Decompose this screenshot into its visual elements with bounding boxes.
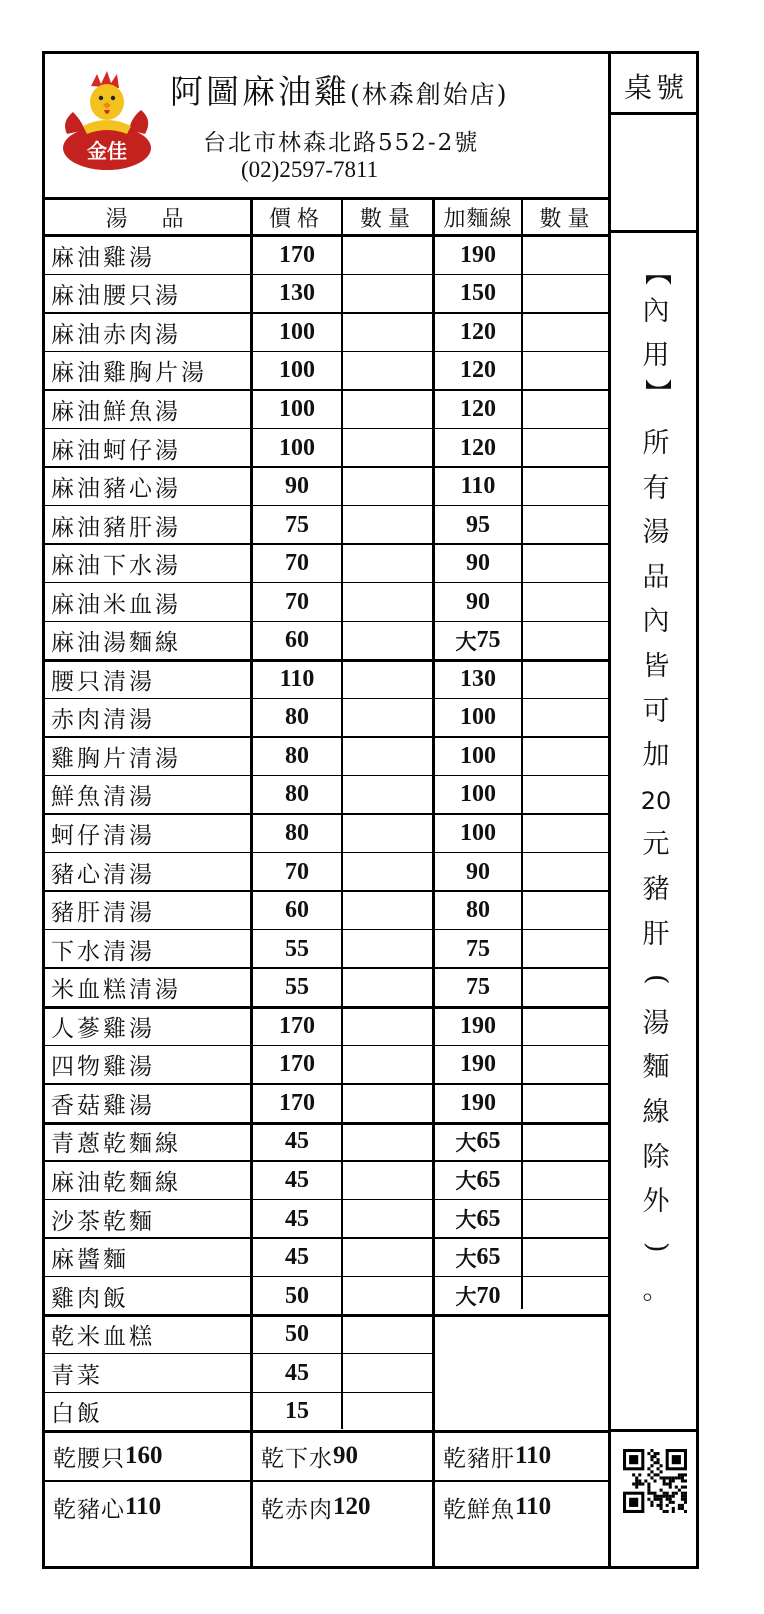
item-price: 170 (279, 1051, 315, 1078)
item-name: 乾米血糕 (51, 1324, 155, 1351)
qty-field[interactable] (344, 544, 432, 583)
noodle-qty-field[interactable] (524, 1200, 610, 1239)
noodle-qty-field[interactable] (524, 891, 610, 930)
shop-name: 阿圖麻油雞 (170, 72, 350, 111)
noodle-price: 90 (466, 858, 490, 885)
qty-field[interactable] (344, 891, 432, 930)
qty-field[interactable] (344, 506, 432, 545)
noodle-qty-field[interactable] (524, 968, 610, 1007)
noodle-qty-field[interactable] (524, 1007, 610, 1046)
item-price: 45 (285, 1205, 309, 1232)
item-name: 青菜 (51, 1362, 103, 1389)
item-price: 70 (285, 858, 309, 885)
side-char: 所 (642, 428, 670, 459)
side-char: 。 (642, 1275, 670, 1307)
noodle-price: 120 (460, 395, 496, 422)
noodle-price: 90 (466, 588, 490, 615)
dry-item (45, 1432, 231, 1480)
side-char: 湯 (642, 517, 670, 549)
item-price: 110 (279, 665, 315, 692)
noodle-price: 120 (460, 357, 496, 384)
noodle-price: 大 70 (455, 1282, 501, 1310)
item-price: 50 (285, 1282, 309, 1309)
shop-phone: (02)2597-7811 (241, 157, 379, 182)
dry-item-price: 120 (333, 1493, 371, 1520)
item-name: 麻油豬肝湯 (51, 514, 181, 541)
side-bracket-close: 】 (641, 378, 672, 406)
large-size-mark: 大 (455, 1208, 477, 1233)
dry-item-name: 乾鮮魚 (443, 1496, 515, 1523)
qr-code-icon (623, 1449, 687, 1513)
item-name: 白飯 (51, 1401, 103, 1428)
svg-text:金佳: 金佳 (87, 139, 127, 163)
qty-field[interactable] (344, 1200, 432, 1239)
dry-item-price: 110 (515, 1442, 552, 1469)
table-number-label: 桌號 (623, 71, 688, 104)
dry-item-name: 乾豬心 (53, 1496, 125, 1523)
item-price: 80 (285, 820, 309, 847)
shop-address: 台北市林森北路552-2號 (203, 130, 480, 156)
item-price: 100 (279, 318, 315, 345)
qty-field[interactable] (344, 583, 432, 622)
dry-item-price: 110 (515, 1493, 552, 1520)
item-price: 80 (285, 704, 309, 731)
qty-field[interactable] (344, 390, 432, 429)
qty-field[interactable] (344, 1007, 432, 1046)
noodle-price: 75 (466, 935, 490, 962)
noodle-qty-field[interactable] (524, 1277, 610, 1316)
side-char: 可 (642, 695, 670, 727)
rule-line (45, 1480, 611, 1482)
qty-field[interactable] (344, 236, 432, 275)
noodle-price: 80 (466, 897, 490, 924)
item-price: 60 (285, 897, 309, 924)
dry-item-price: 110 (125, 1493, 162, 1520)
item-name: 鮮魚清湯 (51, 784, 155, 811)
item-price: 60 (285, 627, 309, 654)
item-name: 四物雞湯 (51, 1054, 155, 1081)
item-name: 青蔥乾麵線 (51, 1131, 181, 1158)
item-name: 豬心清湯 (51, 861, 155, 888)
qty-field[interactable] (344, 814, 432, 853)
item-price: 170 (279, 241, 315, 268)
item-name: 麻油湯麵線 (51, 630, 181, 657)
dry-item (435, 1432, 615, 1480)
noodle-qty-field[interactable] (524, 236, 610, 275)
qty-field[interactable] (344, 699, 432, 738)
noodle-qty-field[interactable] (524, 1238, 610, 1277)
noodle-qty-field[interactable] (524, 313, 610, 352)
qty-field[interactable] (344, 737, 432, 776)
noodle-price: 75 (466, 974, 490, 1001)
noodle-qty-field[interactable] (524, 622, 610, 661)
noodle-qty-field[interactable] (524, 352, 610, 391)
dry-item-name: 乾下水 (261, 1445, 333, 1472)
qty-field[interactable] (344, 1393, 432, 1432)
item-name: 腰只清湯 (51, 668, 155, 695)
noodle-qty-field[interactable] (524, 814, 610, 853)
item-name: 人蔘雞湯 (51, 1015, 155, 1042)
item-price: 55 (285, 935, 309, 962)
header-price: 價格 (268, 206, 325, 232)
item-price: 100 (279, 434, 315, 461)
qty-field[interactable] (344, 1315, 432, 1354)
noodle-qty-field[interactable] (524, 1161, 610, 1200)
dry-item-price: 160 (125, 1442, 163, 1469)
dry-item-price: 90 (333, 1442, 358, 1469)
side-char: 20 (640, 786, 672, 815)
noodle-price: 100 (460, 820, 496, 847)
item-price: 100 (279, 395, 315, 422)
noodle-qty-field[interactable] (524, 1046, 610, 1085)
item-name: 麻油乾麵線 (51, 1169, 181, 1196)
qty-field[interactable] (344, 853, 432, 892)
item-name: 雞肉飯 (51, 1285, 129, 1312)
item-name: 沙茶乾麵 (51, 1208, 155, 1235)
noodle-price: 190 (460, 241, 496, 268)
noodle-qty-field[interactable] (524, 853, 610, 892)
large-size-mark: 大 (455, 1130, 477, 1155)
header-qty: 數量 (359, 206, 416, 232)
item-name: 赤肉清湯 (51, 707, 155, 734)
large-size-mark: 大 (455, 1285, 477, 1310)
qty-field[interactable] (344, 429, 432, 468)
side-char: 湯 (642, 1007, 670, 1039)
item-price: 70 (285, 550, 309, 577)
side-char: 麵 (642, 1052, 670, 1084)
side-char: 品 (642, 561, 670, 593)
qty-field[interactable] (344, 930, 432, 969)
large-size-mark: 大 (455, 1246, 477, 1271)
noodle-price: 110 (460, 473, 496, 500)
qty-field[interactable] (344, 968, 432, 1007)
noodle-price: 190 (460, 1012, 496, 1039)
noodle-price: 100 (460, 704, 496, 731)
logo (57, 64, 157, 174)
item-price: 15 (285, 1398, 309, 1425)
noodle-price: 150 (460, 280, 496, 307)
noodle-qty-field[interactable] (524, 776, 610, 815)
qty-field[interactable] (344, 1238, 432, 1277)
noodle-price: 大 65 (455, 1244, 501, 1271)
qty-field[interactable] (344, 776, 432, 815)
side-note-text (614, 422, 698, 1314)
item-price: 45 (285, 1128, 309, 1155)
item-name: 下水清湯 (51, 938, 155, 965)
rooster-logo-icon (57, 64, 157, 174)
side-char: 肝 (642, 918, 670, 950)
item-price: 50 (285, 1321, 309, 1348)
dry-item-name: 乾腰只 (53, 1445, 125, 1472)
item-price: 55 (285, 974, 309, 1001)
side-char: 有 (642, 472, 670, 504)
item-price: 75 (285, 511, 309, 538)
qty-field[interactable] (344, 1354, 432, 1393)
noodle-price: 100 (460, 781, 496, 808)
item-name: 麻油鮮魚湯 (51, 398, 181, 425)
noodle-qty-field[interactable] (524, 930, 610, 969)
dry-item (45, 1483, 231, 1531)
item-name: 麻油雞胸片湯 (51, 360, 207, 387)
side-char: 除 (642, 1141, 670, 1173)
noodle-qty-field[interactable] (524, 737, 610, 776)
item-price: 45 (285, 1166, 309, 1193)
qty-field[interactable] (344, 622, 432, 661)
qty-field[interactable] (344, 1046, 432, 1085)
dry-item-name: 乾豬肝 (443, 1445, 515, 1472)
noodle-price: 130 (460, 665, 496, 692)
noodle-price: 100 (460, 742, 496, 769)
shop-title (170, 66, 610, 111)
noodle-price: 120 (460, 318, 496, 345)
noodle-qty-field[interactable] (524, 660, 610, 699)
noodle-price: 190 (460, 1051, 496, 1078)
noodle-qty-field[interactable] (524, 1123, 610, 1162)
noodle-price: 95 (466, 511, 490, 538)
item-price: 45 (285, 1244, 309, 1271)
side-char: ) (641, 1241, 673, 1253)
side-char: 線 (642, 1096, 670, 1128)
noodle-qty-field[interactable] (524, 275, 610, 314)
rule-line (608, 1429, 699, 1432)
noodle-qty-field[interactable] (524, 390, 610, 429)
noodle-price: 90 (466, 550, 490, 577)
noodle-qty-field[interactable] (524, 467, 610, 506)
item-name: 蚵仔清湯 (51, 823, 155, 850)
noodle-price: 大 65 (455, 1205, 501, 1233)
noodle-price: 大 65 (455, 1166, 501, 1194)
item-name: 麻油下水湯 (51, 553, 181, 580)
noodle-qty-field[interactable] (524, 429, 610, 468)
item-name: 麻油米血湯 (51, 591, 181, 618)
noodle-price: 120 (460, 434, 496, 461)
rule-line (521, 197, 523, 1309)
item-name: 雞胸片清湯 (51, 745, 181, 772)
item-name: 豬肝清湯 (51, 900, 155, 927)
qty-field[interactable] (344, 1123, 432, 1162)
menu-sheet (42, 51, 699, 1569)
side-char: 內 (642, 606, 670, 638)
qty-field[interactable] (344, 660, 432, 699)
item-price: 70 (285, 588, 309, 615)
item-price: 80 (285, 742, 309, 769)
table-number-field[interactable] (611, 114, 699, 234)
large-size-mark: 大 (455, 629, 477, 654)
dry-item (253, 1432, 439, 1480)
qr-code[interactable] (623, 1449, 687, 1513)
noodle-qty-field[interactable] (524, 583, 610, 622)
qty-field[interactable] (344, 352, 432, 391)
item-price: 90 (285, 473, 309, 500)
noodle-price: 大 65 (455, 1128, 501, 1155)
header-noodle: 加麵線 (443, 206, 513, 232)
side-char: 元 (642, 829, 670, 861)
qty-field[interactable] (344, 467, 432, 506)
item-name: 米血糕清湯 (51, 977, 181, 1004)
side-char: 內 (642, 296, 670, 327)
item-name: 麻油蚵仔湯 (51, 437, 181, 464)
side-char: 外 (642, 1186, 670, 1218)
rule-line (611, 112, 699, 115)
item-name: 麻油腰只湯 (51, 283, 181, 310)
noodle-qty-field[interactable] (524, 506, 610, 545)
qty-field[interactable] (344, 313, 432, 352)
side-char: 加 (642, 740, 670, 772)
side-char: 皆 (642, 650, 670, 682)
qty-field[interactable] (344, 1161, 432, 1200)
qty-field[interactable] (344, 275, 432, 314)
noodle-qty-field[interactable] (524, 1084, 610, 1123)
item-price: 170 (279, 1012, 315, 1039)
side-char: ( (641, 974, 673, 985)
header-item: 湯 品 (105, 206, 190, 232)
large-size-mark: 大 (455, 1169, 477, 1194)
dry-item (253, 1483, 439, 1531)
header-qty2: 數量 (539, 206, 596, 232)
item-name: 麻油雞湯 (51, 244, 155, 271)
noodle-price: 190 (460, 1089, 496, 1116)
qty-field[interactable] (344, 1277, 432, 1316)
item-name: 麻油豬心湯 (51, 476, 181, 503)
item-price: 100 (279, 357, 315, 384)
qty-field[interactable] (344, 1084, 432, 1123)
item-price: 170 (279, 1089, 315, 1116)
item-price: 80 (285, 781, 309, 808)
item-price: 45 (285, 1359, 309, 1386)
item-name: 麻醬麵 (51, 1247, 129, 1274)
noodle-price: 大 75 (455, 627, 501, 654)
item-name: 香菇雞湯 (51, 1092, 155, 1119)
item-name: 麻油赤肉湯 (51, 321, 181, 348)
dry-item-name: 乾赤肉 (261, 1496, 333, 1523)
dry-item (435, 1483, 615, 1531)
side-bracket-open: 【 (641, 258, 672, 286)
noodle-qty-field[interactable] (524, 699, 610, 738)
noodle-qty-field[interactable] (524, 544, 610, 583)
item-price: 130 (279, 280, 315, 307)
side-char: 用 (642, 340, 670, 371)
shop-branch: (林森創始店) (350, 80, 509, 109)
side-char: 豬 (642, 873, 670, 905)
